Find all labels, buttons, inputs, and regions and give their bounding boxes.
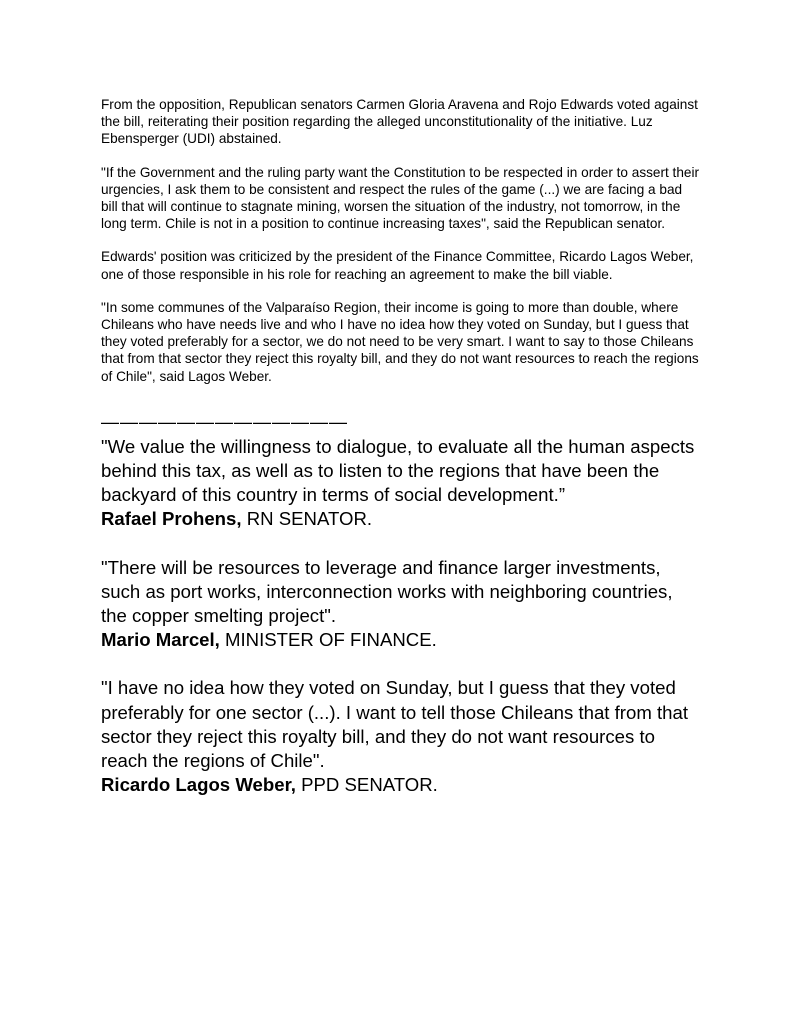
- quote-block-lagos-weber: [101, 676, 701, 797]
- separator-line: —————————————: [101, 411, 348, 432]
- paragraph-edwards-criticized: Edwards' position was criticized by the president of the Finance Committee, Ricardo Lagos Weber, one of those responsible in his role for reaching an agreement to make the bill viable.: [101, 249, 694, 282]
- quote-text: "I have no idea how they voted on Sunday, but I guess that they voted preferably for one sector (...). I want to tell those Chileans that from that sector they reject this royalty bill, and they do not want resources to reach the regions of Chile".: [101, 677, 689, 772]
- quote-attribution: [101, 773, 701, 797]
- quote-attribution: [101, 628, 701, 652]
- speaker-name: Mario Marcel,: [101, 629, 220, 651]
- quote-attribution: [101, 507, 701, 531]
- paragraph-republican-senator-quote: "If the Government and the ruling party want the Constitution to be respected in order to assert their urgencies, I ask them to be consistent and respect the rules of the game (...) we are facing a bad bill that will continue to stagnate mining, worsen the situation of the industry, not tomorrow, in the long term. Chile is not in a position to continue increasing taxes", said the Republican senator.: [101, 164, 699, 232]
- paragraph-lagos-weber-quote: "In some communes of the Valparaíso Region, their income is going to more than double, where Chileans who have needs live and who I have no idea how they voted on Sunday, but I guess that they voted preferably for a sector, we do not need to be very smart. I want to say to those Chileans that from that sector they reject this royalty bill, and they do not want resources to reach the regions of Chile", said Lagos Weber.: [101, 299, 699, 384]
- quote-text: "We value the willingness to dialogue, to evaluate all the human aspects behind this tax, as well as to listen to the regions that have been the backyard of this country in terms of social development.”: [101, 435, 695, 506]
- quote-block-prohens: [101, 435, 701, 532]
- quote-block-marcel: [101, 556, 701, 653]
- speaker-role: MINISTER OF FINANCE.: [219, 629, 437, 651]
- document-page: [101, 96, 701, 821]
- speaker-role: PPD SENATOR.: [295, 774, 438, 796]
- quote-text: "There will be resources to leverage and finance larger investments, such as port works, interconnection works with neighboring countries, the copper smelting project".: [101, 556, 673, 627]
- speaker-role: RN SENATOR.: [241, 508, 373, 530]
- speaker-name: Rafael Prohens,: [101, 508, 242, 530]
- paragraph-opposition-vote: From the opposition, Republican senators Carmen Gloria Aravena and Rojo Edwards voted against the bill, reiterating their position regarding the alleged unconstitutionality of the initiative. Luz Ebensperger (UDI) abstained.: [101, 97, 698, 147]
- speaker-name: Ricardo Lagos Weber,: [101, 774, 296, 796]
